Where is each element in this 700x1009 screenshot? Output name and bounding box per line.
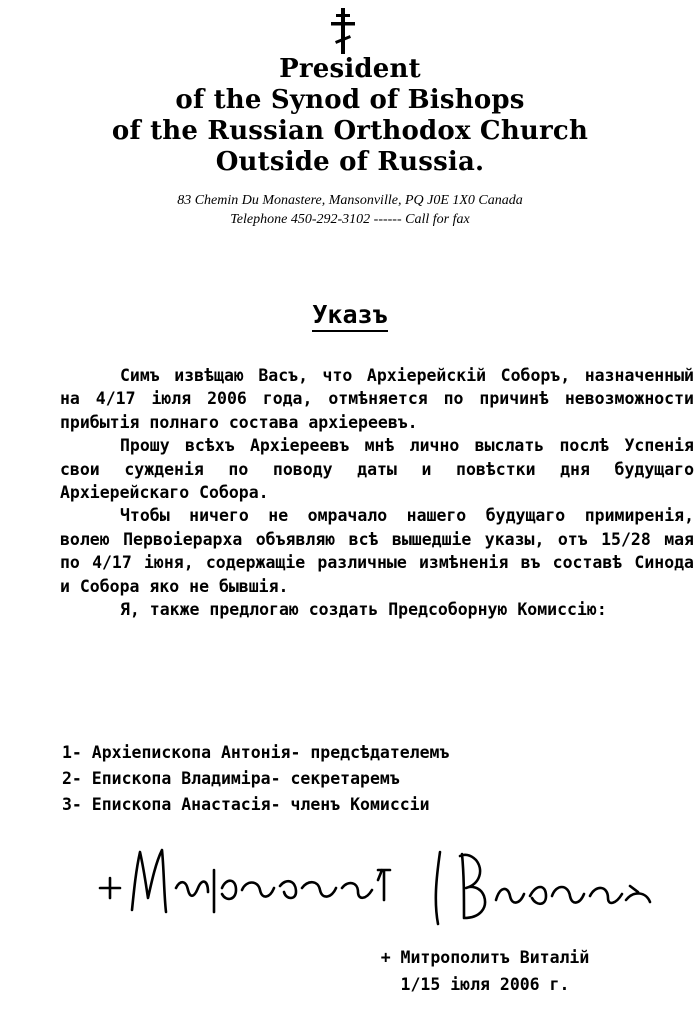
letterhead-contact bbox=[0, 191, 700, 229]
letterhead-line-1: President bbox=[279, 54, 421, 84]
commission-item-1: 1- Архiепископа Антонiя- предсѣдателемъ bbox=[62, 743, 450, 762]
paragraph-4: Я, также предлогаю создать Предсоборную Комиссiю: bbox=[120, 600, 607, 620]
document-title bbox=[0, 300, 700, 329]
letterhead-title bbox=[0, 54, 700, 178]
commission-item-2: 2- Епископа Владимiра- секретаремъ bbox=[62, 769, 400, 788]
address-line: 83 Chemin Du Monastere, Mansonville, PQ J0E 1X0 Canada bbox=[177, 193, 523, 208]
orthodox-cross-icon bbox=[328, 8, 358, 54]
letterhead-line-4: Outside of Russia. bbox=[215, 147, 485, 177]
paragraph-3: Чтобы ничего не омрачало нашего будущаго примиренiя, волею Первоiерарха объявляю всѣ вышедшiе указы, отъ 15/28 мая по 4/17 iюня, содержащiе различные измѣненiя въ составѣ Синода и Собора яко не бывшiя. bbox=[60, 506, 694, 596]
letterhead-line-3: of the Russian Orthodox Church bbox=[111, 116, 589, 146]
signatory-name: + Митрополитъ Виталiй bbox=[380, 948, 590, 967]
telephone-line: Telephone 450-292-3102 ------ Call for fax bbox=[230, 212, 470, 227]
commission-item-3: 3- Епископа Анастасiя- членъ Комиссiи bbox=[62, 795, 430, 814]
handwritten-signature bbox=[90, 840, 690, 930]
signature-block bbox=[300, 944, 670, 998]
commission-list bbox=[62, 740, 449, 818]
paragraph-2: Прошу всѣхъ Архiереевъ мнѣ лично выслать послѣ Успенiя свои сужденiя по поводу даты и повѣстки дня будущаго Архiерейскаго Собора. bbox=[60, 436, 694, 503]
document-date: 1/15 iюля 2006 г. bbox=[400, 975, 570, 994]
letterhead-line-2: of the Synod of Bishops bbox=[175, 85, 525, 115]
document-title-text: Указъ bbox=[312, 300, 387, 332]
document-body bbox=[60, 364, 694, 621]
paragraph-1: Симъ извѣщаю Васъ, что Архiерейскiй Соборъ, назначенный на 4/17 iюля 2006 года, отмѣняется по причинѣ невозможности прибытiя полнаго состава архiереевъ. bbox=[60, 366, 694, 432]
